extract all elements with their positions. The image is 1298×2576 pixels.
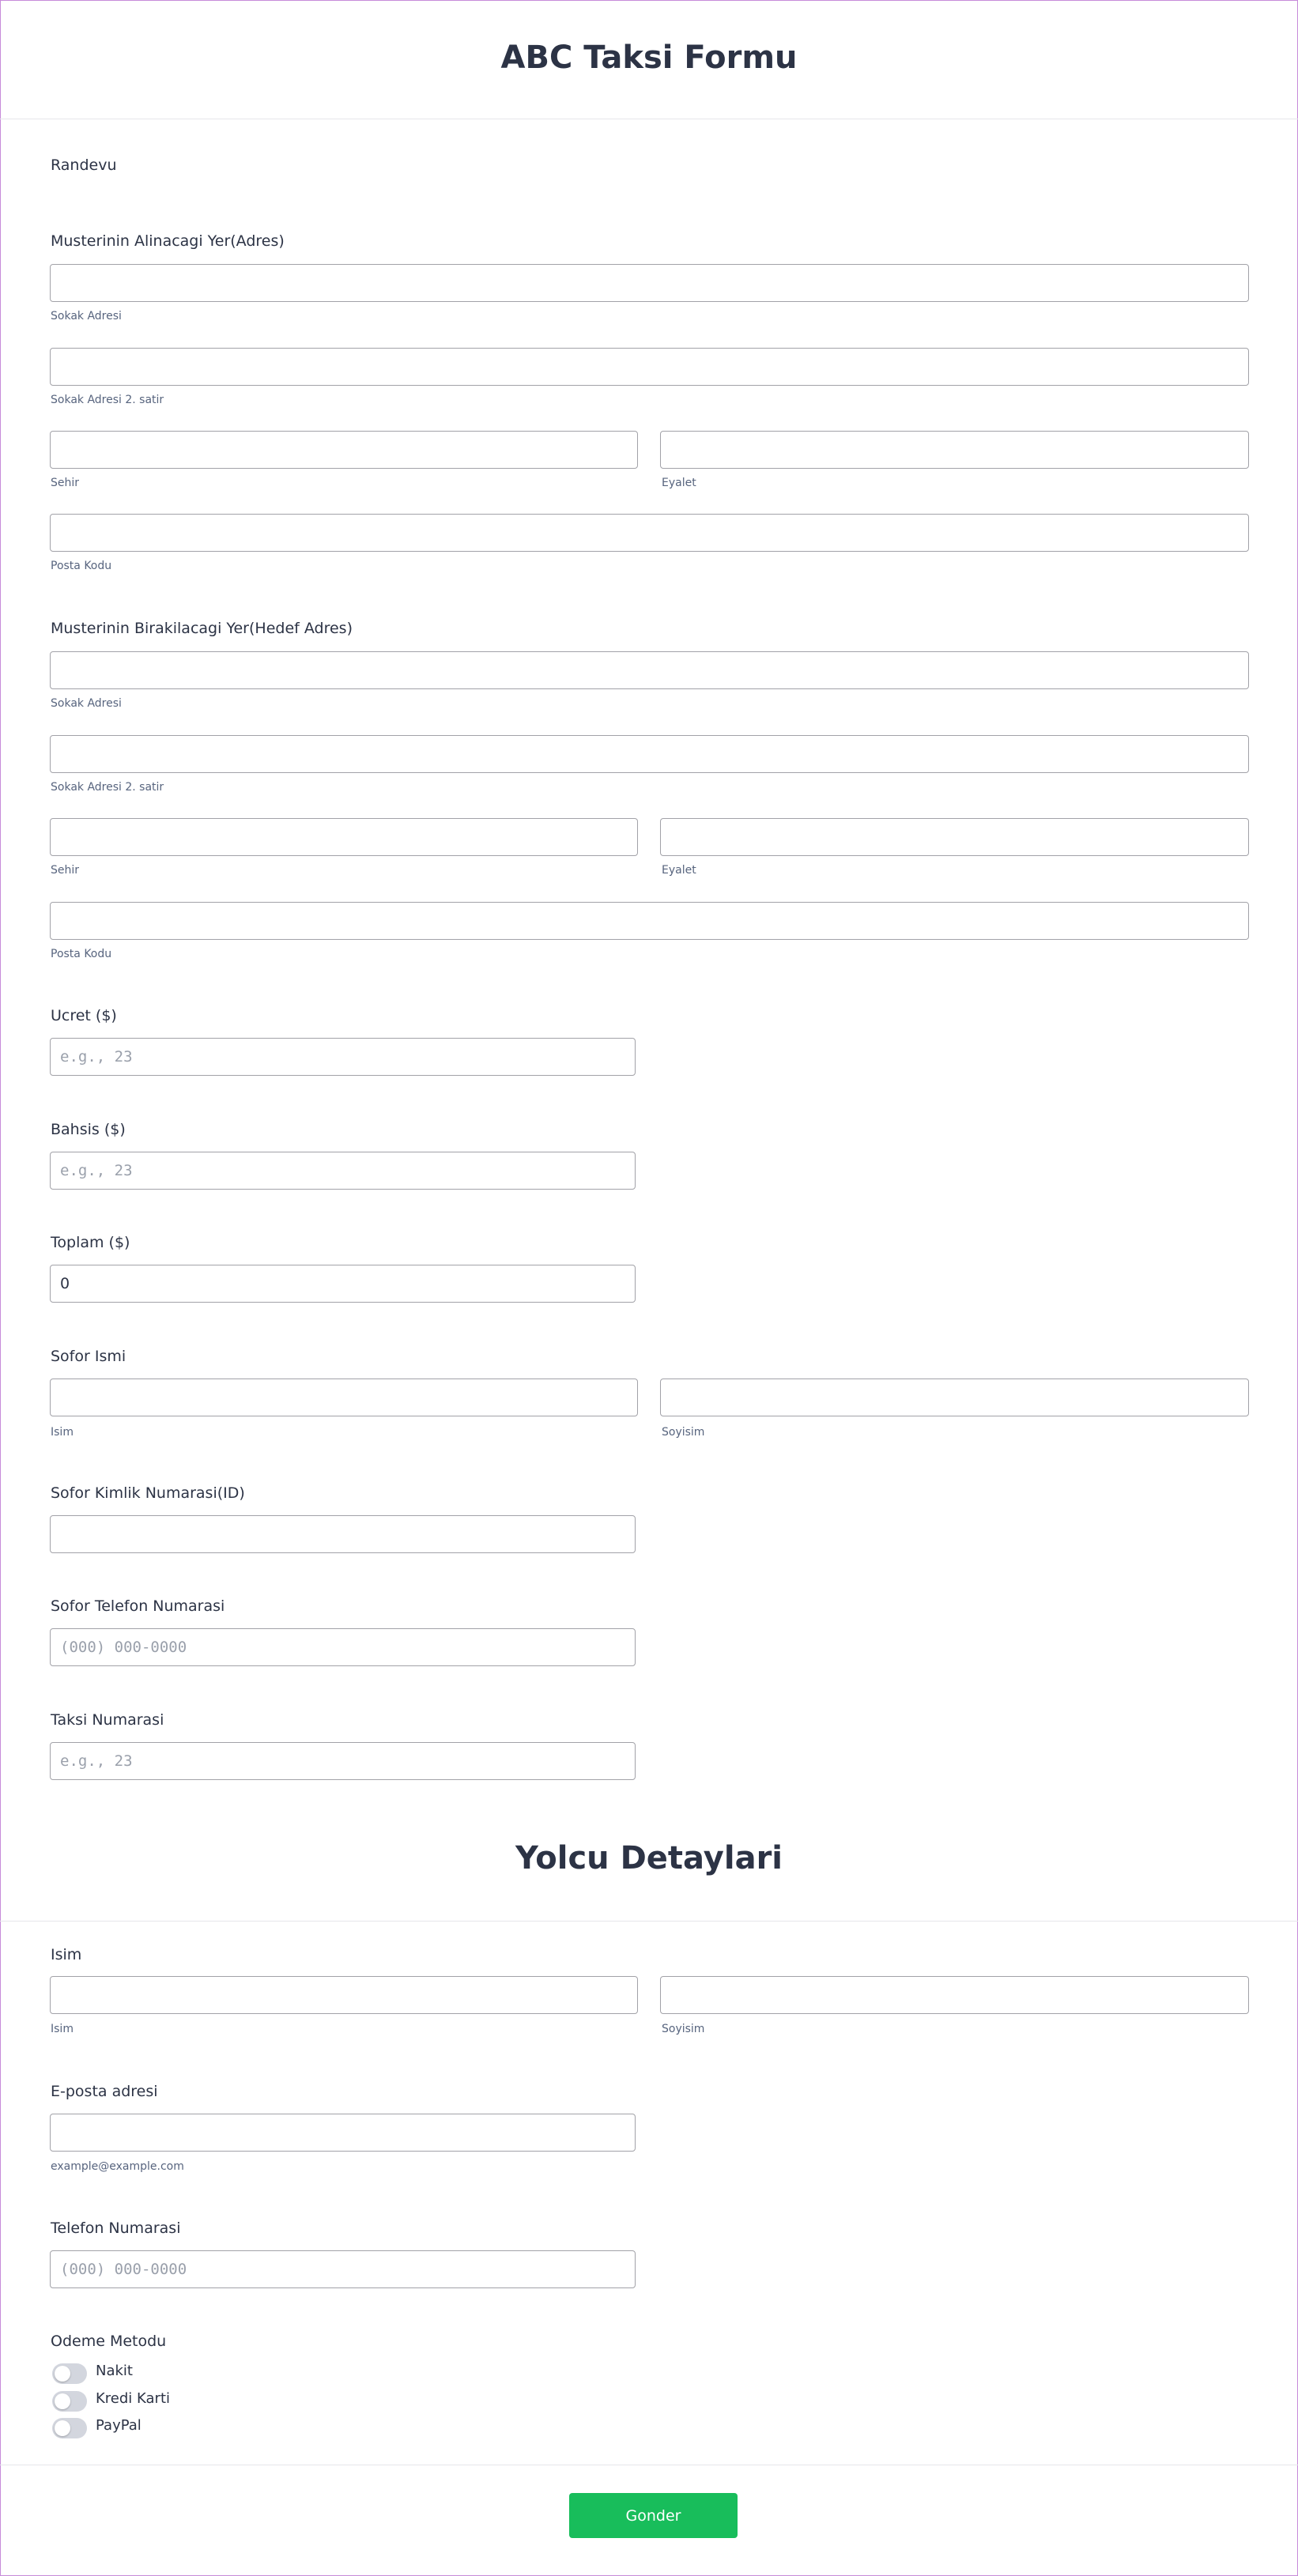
dropoff-state-input[interactable] (660, 818, 1249, 856)
pickup-address-label: Musterinin Alinacagi Yer(Adres) (51, 232, 285, 250)
driver-phone-label: Sofor Telefon Numarasi (51, 1597, 225, 1615)
dropoff-street2-sublabel: Sokak Adresi 2. satir (51, 781, 164, 794)
dropoff-city-input[interactable] (50, 818, 638, 856)
fare-input[interactable]: e.g., 23 (50, 1038, 636, 1076)
tip-label: Bahsis ($) (51, 1121, 126, 1138)
passenger-heading: Yolcu Detaylari (515, 1840, 783, 1876)
driver-last-name-sublabel: Soyisim (662, 1426, 705, 1439)
toggle-knob (55, 2420, 70, 2436)
passenger-last-name-input[interactable] (660, 1976, 1249, 2014)
dropoff-street-sublabel: Sokak Adresi (51, 697, 122, 710)
driver-id-label: Sofor Kimlik Numarasi(ID) (51, 1484, 245, 1502)
taxi-number-label: Taksi Numarasi (51, 1711, 164, 1729)
email-label: E-posta adresi (51, 2083, 158, 2100)
fare-label: Ucret ($) (51, 1007, 117, 1024)
toggle-knob (55, 2366, 70, 2382)
toggle-knob (55, 2393, 70, 2409)
randevu-label: Randevu (51, 157, 117, 174)
total-label: Toplam ($) (51, 1234, 130, 1251)
pickup-street2-sublabel: Sokak Adresi 2. satir (51, 394, 164, 406)
dropoff-street2-input[interactable] (50, 735, 1249, 773)
passenger-last-name-sublabel: Soyisim (662, 2023, 705, 2035)
email-input[interactable] (50, 2114, 636, 2152)
payment-option-credit-card-toggle[interactable] (52, 2391, 87, 2412)
passenger-first-name-input[interactable] (50, 1976, 638, 2014)
payment-option-cash-label[interactable]: Nakit (96, 2363, 133, 2379)
form-title: ABC Taksi Formu (500, 40, 798, 76)
pickup-city-sublabel: Sehir (51, 477, 80, 489)
dropoff-zip-sublabel: Posta Kodu (51, 948, 112, 960)
dropoff-street-input[interactable] (50, 651, 1249, 689)
driver-last-name-input[interactable] (660, 1379, 1249, 1416)
driver-id-input[interactable] (50, 1515, 636, 1553)
payment-option-credit-card-label[interactable]: Kredi Karti (96, 2390, 171, 2407)
total-input[interactable]: 0 (50, 1265, 636, 1303)
driver-first-name-sublabel: Isim (51, 1426, 74, 1439)
taxi-number-input[interactable]: e.g., 23 (50, 1742, 636, 1780)
pickup-state-input[interactable] (660, 431, 1249, 469)
payment-option-paypal-toggle[interactable] (52, 2418, 87, 2438)
email-sublabel: example@example.com (51, 2160, 184, 2173)
pickup-street2-input[interactable] (50, 348, 1249, 386)
phone-label: Telefon Numarasi (51, 2220, 181, 2237)
tip-input[interactable]: e.g., 23 (50, 1152, 636, 1190)
passenger-first-name-sublabel: Isim (51, 2023, 74, 2035)
pickup-state-sublabel: Eyalet (662, 477, 696, 489)
dropoff-address-label: Musterinin Birakilacagi Yer(Hedef Adres) (51, 620, 353, 637)
dropoff-state-sublabel: Eyalet (662, 864, 696, 877)
payment-option-cash-toggle[interactable] (52, 2363, 87, 2384)
submit-button[interactable]: Gonder (569, 2493, 738, 2538)
driver-name-label: Sofor Ismi (51, 1348, 126, 1365)
dropoff-zip-input[interactable] (50, 902, 1249, 940)
phone-input[interactable]: (000) 000-0000 (50, 2250, 636, 2288)
dropoff-city-sublabel: Sehir (51, 864, 80, 877)
passenger-divider (0, 1921, 1298, 1922)
pickup-street-sublabel: Sokak Adresi (51, 310, 122, 322)
pickup-street-input[interactable] (50, 264, 1249, 302)
payment-option-paypal-label[interactable]: PayPal (96, 2417, 141, 2434)
driver-first-name-input[interactable] (50, 1379, 638, 1416)
passenger-name-label: Isim (51, 1946, 82, 1963)
pickup-zip-input[interactable] (50, 514, 1249, 552)
driver-phone-input[interactable]: (000) 000-0000 (50, 1628, 636, 1666)
payment-method-label: Odeme Metodu (51, 2333, 167, 2350)
pickup-city-input[interactable] (50, 431, 638, 469)
pickup-zip-sublabel: Posta Kodu (51, 560, 112, 572)
